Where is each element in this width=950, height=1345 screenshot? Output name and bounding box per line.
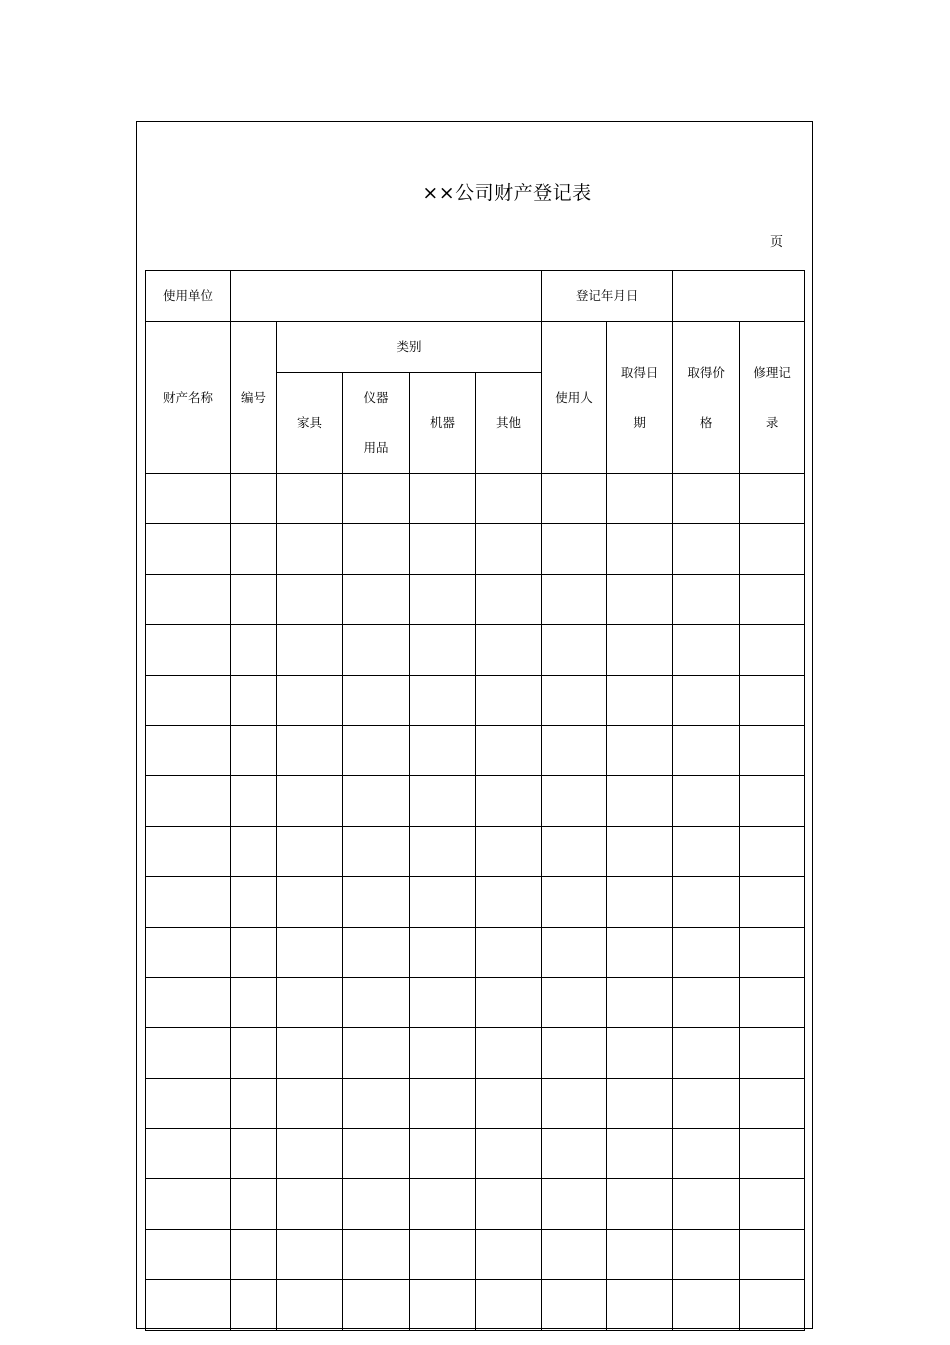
table-cell[interactable] (231, 1179, 277, 1229)
table-cell[interactable] (476, 675, 542, 725)
table-cell[interactable] (673, 474, 740, 524)
table-cell[interactable] (740, 625, 805, 675)
table-cell[interactable] (740, 1179, 805, 1229)
repair-record-line1: 修理记 (753, 364, 791, 380)
table-cell[interactable] (277, 1078, 343, 1128)
table-cell[interactable] (542, 1129, 607, 1179)
col-header-repair-record (740, 322, 805, 474)
col-header-machines: 机器 (410, 373, 476, 474)
table-cell[interactable] (410, 927, 476, 977)
table-cell[interactable] (343, 927, 410, 977)
table-cell[interactable] (740, 1028, 805, 1078)
acquisition-price-line1: 取得价 (687, 364, 725, 380)
table-row (146, 1129, 805, 1179)
unit-value-cell[interactable] (231, 271, 542, 322)
repair-record-line2: 录 (765, 414, 779, 430)
table-cell[interactable] (231, 625, 277, 675)
table-cell[interactable] (476, 826, 542, 876)
table-cell[interactable] (343, 675, 410, 725)
table-cell[interactable] (277, 574, 343, 624)
table-row (146, 1028, 805, 1078)
table-cell[interactable] (476, 776, 542, 826)
table-cell[interactable] (146, 725, 231, 775)
table-cell[interactable] (673, 776, 740, 826)
table-cell[interactable] (542, 776, 607, 826)
table-cell[interactable] (673, 1078, 740, 1128)
table-cell[interactable] (277, 826, 343, 876)
table-cell[interactable] (277, 776, 343, 826)
table-cell[interactable] (410, 1179, 476, 1229)
table-cell[interactable] (277, 1280, 343, 1330)
table-cell[interactable] (740, 1229, 805, 1279)
col-header-acquisition-date (607, 322, 673, 474)
table-cell[interactable] (410, 625, 476, 675)
table-cell[interactable] (542, 1280, 607, 1330)
table-cell[interactable] (740, 877, 805, 927)
table-cell[interactable] (542, 1028, 607, 1078)
table-cell[interactable] (542, 977, 607, 1027)
table-cell[interactable] (410, 574, 476, 624)
table-cell[interactable] (146, 1028, 231, 1078)
table-cell[interactable] (673, 1229, 740, 1279)
table-cell[interactable] (607, 625, 673, 675)
table-cell[interactable] (542, 1078, 607, 1128)
table-cell[interactable] (607, 1028, 673, 1078)
table-cell[interactable] (607, 524, 673, 574)
table-cell[interactable] (673, 675, 740, 725)
table-cell[interactable] (607, 574, 673, 624)
table-cell[interactable] (542, 877, 607, 927)
table-cell[interactable] (231, 977, 277, 1027)
table-cell[interactable] (607, 877, 673, 927)
table-cell[interactable] (476, 877, 542, 927)
table-cell[interactable] (343, 625, 410, 675)
table-cell[interactable] (231, 524, 277, 574)
table-cell[interactable] (607, 1229, 673, 1279)
instruments-line1: 仪器 (363, 390, 389, 405)
table-cell[interactable] (542, 826, 607, 876)
table-cell[interactable] (231, 927, 277, 977)
table-cell[interactable] (146, 1179, 231, 1229)
table-cell[interactable] (542, 574, 607, 624)
document-title: ××公司财产登记表 (422, 182, 592, 204)
table-cell[interactable] (740, 574, 805, 624)
table-cell[interactable] (410, 1078, 476, 1128)
table-cell[interactable] (410, 725, 476, 775)
table-cell[interactable] (740, 524, 805, 574)
table-cell[interactable] (476, 574, 542, 624)
table-cell[interactable] (343, 524, 410, 574)
table-cell[interactable] (410, 1280, 476, 1330)
table-cell[interactable] (277, 625, 343, 675)
acquisition-date-line1: 取得日 (620, 364, 659, 380)
table-cell[interactable] (277, 1129, 343, 1179)
table-cell[interactable] (542, 524, 607, 574)
table-cell[interactable] (231, 675, 277, 725)
table-cell[interactable] (607, 725, 673, 775)
table-cell[interactable] (277, 877, 343, 927)
table-cell[interactable] (231, 1129, 277, 1179)
table-cell[interactable] (343, 574, 410, 624)
table-cell[interactable] (740, 1280, 805, 1330)
table-row (146, 625, 805, 675)
table-cell[interactable] (277, 1179, 343, 1229)
table-cell[interactable] (740, 675, 805, 725)
table-cell[interactable] (607, 675, 673, 725)
table-cell[interactable] (542, 1229, 607, 1279)
table-cell[interactable] (740, 776, 805, 826)
col-header-user: 使用人 (542, 322, 607, 474)
table-cell[interactable] (231, 1229, 277, 1279)
table-row (146, 474, 805, 524)
table-row (146, 1229, 805, 1279)
instruments-line2: 用品 (363, 440, 389, 455)
unit-label: 使用单位 (146, 271, 231, 322)
table-cell[interactable] (740, 826, 805, 876)
table-cell[interactable] (343, 977, 410, 1027)
table-cell[interactable] (542, 725, 607, 775)
table-cell[interactable] (277, 725, 343, 775)
table-cell[interactable] (476, 625, 542, 675)
table-row (146, 1179, 805, 1229)
table-cell[interactable] (343, 1078, 410, 1128)
table-cell[interactable] (146, 1280, 231, 1330)
table-cell[interactable] (410, 1028, 476, 1078)
table-cell[interactable] (673, 1179, 740, 1229)
table-cell[interactable] (410, 474, 476, 524)
col-header-acquisition-price (673, 322, 740, 474)
table-cell[interactable] (410, 826, 476, 876)
table-cell[interactable] (410, 1229, 476, 1279)
table-cell[interactable] (410, 524, 476, 574)
table-cell[interactable] (740, 1129, 805, 1179)
table-cell[interactable] (146, 1129, 231, 1179)
table-cell[interactable] (673, 977, 740, 1027)
table-cell[interactable] (146, 826, 231, 876)
table-cell[interactable] (343, 1129, 410, 1179)
table-cell[interactable] (740, 927, 805, 977)
table-cell[interactable] (476, 1129, 542, 1179)
table-cell[interactable] (607, 1280, 673, 1330)
table-cell[interactable] (476, 725, 542, 775)
table-cell[interactable] (673, 574, 740, 624)
table-cell[interactable] (476, 1280, 542, 1330)
table-cell[interactable] (673, 1028, 740, 1078)
table-cell[interactable] (146, 574, 231, 624)
asset-register-table (145, 270, 805, 1331)
table-cell[interactable] (607, 474, 673, 524)
table-cell[interactable] (410, 1129, 476, 1179)
col-header-instruments (343, 373, 410, 474)
table-cell[interactable] (231, 725, 277, 775)
table-cell[interactable] (277, 675, 343, 725)
table-cell[interactable] (146, 977, 231, 1027)
table-cell[interactable] (231, 826, 277, 876)
table-cell[interactable] (343, 725, 410, 775)
table-row (146, 877, 805, 927)
col-header-furniture: 家具 (277, 373, 343, 474)
table-cell[interactable] (607, 826, 673, 876)
table-cell[interactable] (607, 776, 673, 826)
table-row (146, 776, 805, 826)
table-cell[interactable] (146, 776, 231, 826)
table-cell[interactable] (673, 927, 740, 977)
table-cell[interactable] (146, 474, 231, 524)
table-cell[interactable] (343, 1028, 410, 1078)
table-row (146, 1078, 805, 1128)
table-row (146, 574, 805, 624)
table-cell[interactable] (607, 977, 673, 1027)
table-cell[interactable] (343, 826, 410, 876)
table-row (146, 927, 805, 977)
table-cell[interactable] (542, 927, 607, 977)
table-cell[interactable] (277, 474, 343, 524)
col-header-other: 其他 (476, 373, 542, 474)
table-cell[interactable] (231, 1078, 277, 1128)
header-row-unit (146, 271, 805, 322)
table-cell[interactable] (146, 524, 231, 574)
table-cell[interactable] (410, 877, 476, 927)
col-header-number: 编号 (231, 322, 277, 474)
table-cell[interactable] (673, 826, 740, 876)
table-cell[interactable] (476, 1078, 542, 1128)
acquisition-price-line2: 格 (699, 414, 713, 430)
table-cell[interactable] (343, 1280, 410, 1330)
table-cell[interactable] (673, 725, 740, 775)
table-cell[interactable] (542, 1179, 607, 1229)
table-cell[interactable] (673, 1129, 740, 1179)
table-cell[interactable] (231, 1280, 277, 1330)
table-cell[interactable] (410, 977, 476, 1027)
page-number-label: 页 (770, 235, 784, 250)
table-cell[interactable] (607, 1179, 673, 1229)
table-cell[interactable] (673, 1280, 740, 1330)
header-row-columns (146, 322, 805, 373)
table-cell[interactable] (343, 1229, 410, 1279)
table-row (146, 675, 805, 725)
table-row (146, 977, 805, 1027)
table-cell[interactable] (343, 1179, 410, 1229)
table-cell[interactable] (542, 675, 607, 725)
table-cell[interactable] (146, 1229, 231, 1279)
table-cell[interactable] (476, 1229, 542, 1279)
table-cell[interactable] (277, 927, 343, 977)
registration-date-value-cell[interactable] (673, 271, 805, 322)
table-cell[interactable] (476, 474, 542, 524)
table-cell[interactable] (673, 524, 740, 574)
table-cell[interactable] (277, 524, 343, 574)
table-cell[interactable] (740, 1078, 805, 1128)
col-header-category: 类别 (277, 322, 542, 373)
table-cell[interactable] (476, 977, 542, 1027)
table-cell[interactable] (607, 927, 673, 977)
table-cell[interactable] (146, 927, 231, 977)
table-cell[interactable] (277, 1028, 343, 1078)
table-cell[interactable] (231, 1028, 277, 1078)
table-row (146, 1280, 805, 1330)
registration-date-label: 登记年月日 (542, 271, 673, 322)
table-cell[interactable] (607, 1129, 673, 1179)
table-cell[interactable] (476, 524, 542, 574)
table-cell[interactable] (740, 725, 805, 775)
table-cell[interactable] (277, 977, 343, 1027)
table-cell[interactable] (231, 474, 277, 524)
table-cell[interactable] (343, 877, 410, 927)
table-cell[interactable] (542, 474, 607, 524)
table-cell[interactable] (231, 877, 277, 927)
table-cell[interactable] (476, 1028, 542, 1078)
table-row (146, 725, 805, 775)
table-cell[interactable] (343, 474, 410, 524)
table-cell[interactable] (410, 675, 476, 725)
table-cell[interactable] (343, 776, 410, 826)
acquisition-date-line2: 期 (633, 414, 646, 430)
table-cell[interactable] (740, 474, 805, 524)
table-cell[interactable] (146, 877, 231, 927)
table-row (146, 524, 805, 574)
table-cell[interactable] (146, 675, 231, 725)
table-cell[interactable] (476, 1179, 542, 1229)
table-cell[interactable] (277, 1229, 343, 1279)
table-row (146, 826, 805, 876)
table-cell[interactable] (146, 625, 231, 675)
table-cell[interactable] (410, 776, 476, 826)
table-cell[interactable] (231, 574, 277, 624)
table-cell[interactable] (740, 977, 805, 1027)
table-cell[interactable] (231, 776, 277, 826)
col-header-asset-name: 财产名称 (146, 322, 231, 474)
table-cell[interactable] (607, 1078, 673, 1128)
table-cell[interactable] (673, 625, 740, 675)
table-cell[interactable] (542, 625, 607, 675)
table-cell[interactable] (673, 877, 740, 927)
table-cell[interactable] (476, 927, 542, 977)
table-cell[interactable] (146, 1078, 231, 1128)
